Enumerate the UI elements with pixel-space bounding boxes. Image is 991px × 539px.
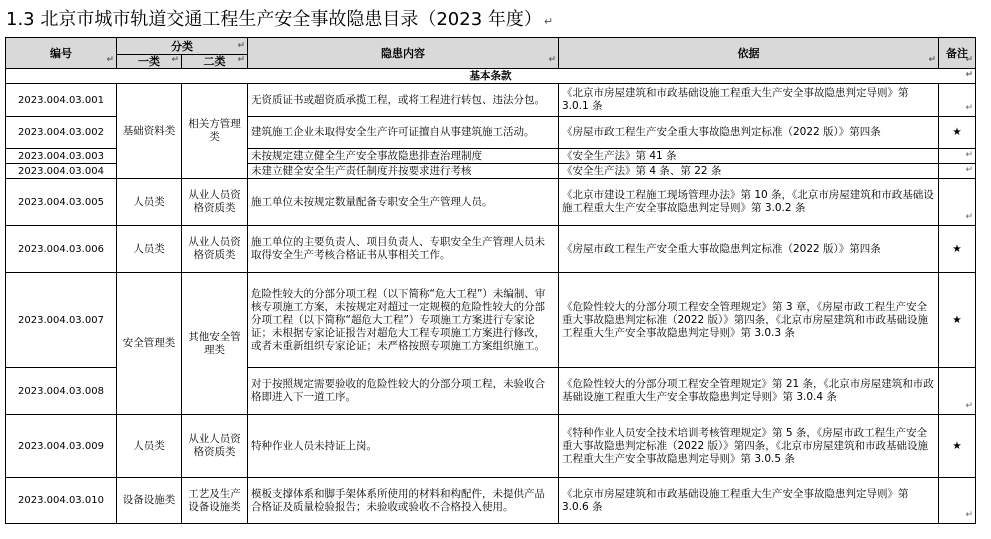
row-basis: 《安全生产法》第 4 条、第 22 条 — [559, 164, 939, 179]
row-basis: 《危险性较大的分部分项工程安全管理规定》第 21 条，《北京市房屋建筑和市政基础设施工程重大生产安全事故隐患判定导则》第 3.0.4 条 — [559, 368, 939, 415]
row-code: 2023.004.03.010 — [6, 478, 117, 524]
header-cat1: 一类 ↵ — [117, 55, 182, 69]
row-cat1: 人员类 — [117, 226, 182, 273]
row-code: 2023.004.03.001 — [6, 84, 117, 117]
row-content: 特种作业人员未持证上岗。 — [248, 415, 559, 478]
row-remark: ↵ — [939, 368, 976, 415]
row-remark: ↵ — [939, 478, 976, 524]
row-cat1: 设备设施类 — [117, 478, 182, 524]
table-row — [6, 226, 976, 273]
row-cat2: 从业人员资格资质类 — [182, 179, 248, 226]
document-title — [6, 6, 553, 34]
row-remark: ↵ — [939, 149, 976, 164]
row-content: 未按规定建立健全生产安全事故隐患排查治理制度 — [248, 149, 559, 164]
row-cat2: 从业人员资格资质类 — [182, 226, 248, 273]
row-remark: ↵ — [939, 84, 976, 117]
row-basis: 《房屋市政工程生产安全重大事故隐患判定标准（2022 版）》第四条 — [559, 117, 939, 149]
table-row — [6, 84, 976, 117]
row-content: 建筑施工企业未取得安全生产许可证擅自从事建筑施工活动。 — [248, 117, 559, 149]
row-code: 2023.004.03.006 — [6, 226, 117, 273]
header-remark: 备注 ↵ — [939, 38, 976, 69]
table-row — [6, 415, 976, 478]
header-category: 分类 ↵ — [117, 38, 248, 55]
row-content: 未建立健全安全生产责任制度并按要求进行考核 — [248, 164, 559, 179]
star-icon: ★ — [952, 126, 962, 138]
row-cat2: 相关方管理类 — [182, 84, 248, 179]
row-basis: 《安全生产法》第 41 条 — [559, 149, 939, 164]
header-content: 隐患内容 ↵ — [248, 38, 559, 69]
row-remark: ↵ — [939, 179, 976, 226]
row-basis: 《危险性较大的分部分项工程安全管理规定》第 3 章，《房屋市政工程生产安全重大事故隐患判定标准（2022 版）》第四条，《北京市房屋建筑和市政基础设施工程重大生产安全事故隐患判定导则》第 3.0.3 条 — [559, 273, 939, 368]
row-cat2: 工艺及生产设备设施类 — [182, 478, 248, 524]
row-basis: 《北京市建设工程施工现场管理办法》第 10 条，《北京市房屋建筑和市政基础设施工程重大生产安全事故隐患判定导则》第 3.0.2 条 — [559, 179, 939, 226]
row-content: 施工单位的主要负责人、项目负责人、专职安全生产管理人员未取得安全生产考核合格证书从事相关工作。 — [248, 226, 559, 273]
row-code: 2023.004.03.004 — [6, 164, 117, 179]
row-content: 模板支撑体系和脚手架体系所使用的材料和构配件，未提供产品合格证及质量检验报告；未验收或验收不合格投入使用。 — [248, 478, 559, 524]
star-icon: ★ — [952, 242, 962, 255]
row-cat1: 基础资料类 — [117, 84, 182, 179]
section-title: 基本条款 ↵ — [6, 69, 976, 84]
row-cat2: 从业人员资格资质类 — [182, 415, 248, 478]
row-content: 对于按照规定需要验收的危险性较大的分部分项工程，未验收合格即进入下一道工序。 — [248, 368, 559, 415]
row-content: 无资质证书或超资质承揽工程，或将工程进行转包、违法分包。 — [248, 84, 559, 117]
star-icon: ★ — [952, 439, 962, 452]
row-cat2: 其他安全管理类 — [182, 273, 248, 415]
paragraph-mark-icon: ↵ — [543, 15, 554, 28]
star-icon: ★ — [952, 313, 962, 326]
row-content: 施工单位未按规定数量配备专职安全生产管理人员。 — [248, 179, 559, 226]
header-code: 编号 ↵ — [6, 38, 117, 69]
row-code: 2023.004.03.005 — [6, 179, 117, 226]
document-title-text: 1.3 北京市城市轨道交通工程生产安全事故隐患目录（2023 年度） — [6, 9, 542, 30]
header-basis: 依据 ↵ — [559, 38, 939, 69]
hazard-catalog-table — [5, 37, 976, 524]
row-remark — [939, 415, 976, 478]
row-basis: 《特种作业人员安全技术培训考核管理规定》第 5 条，《房屋市政工程生产安全重大事故隐患判定标准（2022 版）》第四条，《北京市房屋建筑和市政基础设施工程重大生产安全事故隐患判定导则》第 3.0.5 条 — [559, 415, 939, 478]
row-code: 2023.004.03.002 — [6, 117, 117, 149]
row-cat1: 安全管理类 — [117, 273, 182, 415]
row-cat1: 人员类 — [117, 179, 182, 226]
row-basis: 《房屋市政工程生产安全重大事故隐患判定标准（2022 版）》第四条 — [559, 226, 939, 273]
row-remark — [939, 273, 976, 368]
row-remark — [939, 226, 976, 273]
header-cat2: 二类 ↵ — [182, 55, 248, 69]
row-cat1: 人员类 — [117, 415, 182, 478]
row-remark — [939, 117, 976, 149]
row-basis: 《北京市房屋建筑和市政基础设施工程重大生产安全事故隐患判定导则》第 3.0.1 条 — [559, 84, 939, 117]
row-remark: ↵ — [939, 164, 976, 179]
row-code: 2023.004.03.003 — [6, 149, 117, 164]
row-code: 2023.004.03.009 — [6, 415, 117, 478]
table-row — [6, 179, 976, 226]
row-code: 2023.004.03.008 — [6, 368, 117, 415]
row-code: 2023.004.03.007 — [6, 273, 117, 368]
table-row — [6, 478, 976, 524]
row-basis: 《北京市房屋建筑和市政基础设施工程重大生产安全事故隐患判定导则》第 3.0.6 条 — [559, 478, 939, 524]
table-row — [6, 273, 976, 368]
row-content: 危险性较大的分部分项工程（以下简称“危大工程”）未编制、审核专项施工方案，未按规定对超过一定规模的危险性较大的分部分项工程（以下简称“超危大工程”）专项施工方案进行专家论证；未根据专家论证报告对超危大工程专项施工方案进行修改，或者未重新组织专家论证；未严格按照专项施工方案组织施工。 — [248, 273, 559, 368]
